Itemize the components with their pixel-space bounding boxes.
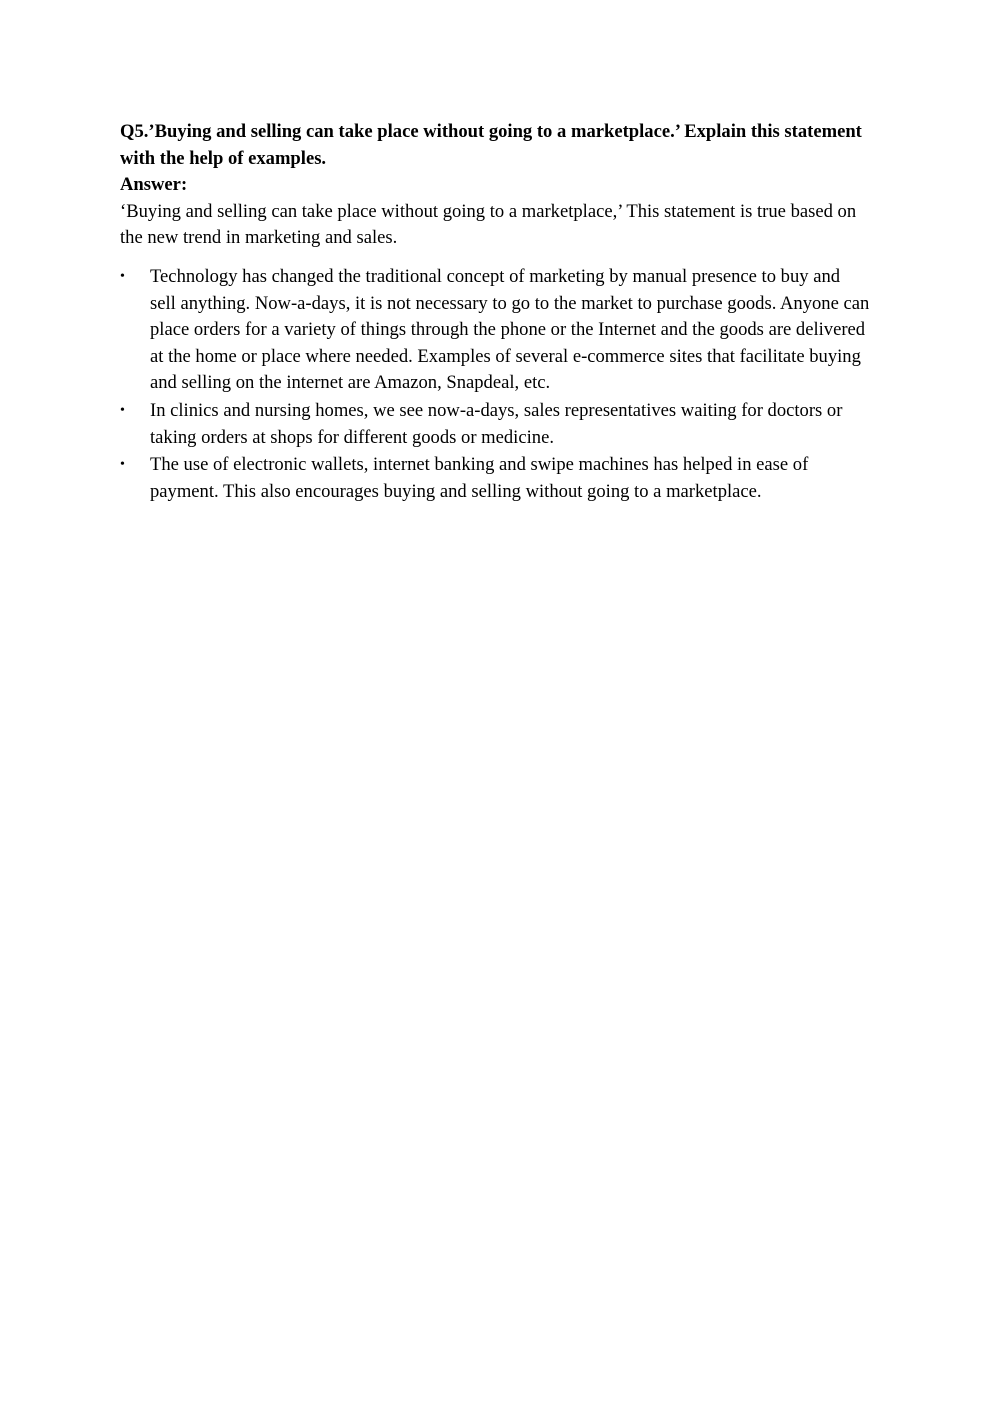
document-page — [120, 119, 870, 506]
answer-bullet-list — [120, 264, 870, 505]
answer-intro: ‘Buying and selling can take place without going to a marketplace,’ This statement is true based on the new trend in marketing and sales. — [120, 200, 857, 249]
list-item-text: Technology has changed the traditional concept of marketing by manual presence to buy and sell anything. Now-a-days, it is not necessary to go to the market to purchase goods. Anyone can place orders for a variety of things through the phone or the Internet and the goods are delivered at the home or place where needed. Examples of several e-commerce sites that facilitate buying and selling on the internet are Amazon, Snapdeal, etc. — [150, 265, 870, 394]
list-item — [120, 264, 870, 397]
bullet-icon: • — [120, 457, 125, 473]
bullet-icon: • — [120, 402, 125, 418]
bullet-icon: • — [120, 268, 125, 284]
list-item-text: The use of electronic wallets, internet banking and swipe machines has helped in ease of payment. This also encourages buying and selling without going to a marketplace. — [150, 454, 809, 502]
list-item — [120, 452, 870, 505]
list-item-text: In clinics and nursing homes, we see now-a-days, sales representatives waiting for doctors or taking orders at shops for different goods or medicine. — [150, 399, 843, 448]
question-heading: Q5.’Buying and selling can take place without going to a marketplace.’ Explain this statement with the help of examples. — [120, 121, 862, 169]
answer-label: Answer: — [120, 174, 188, 196]
list-item — [120, 398, 870, 451]
